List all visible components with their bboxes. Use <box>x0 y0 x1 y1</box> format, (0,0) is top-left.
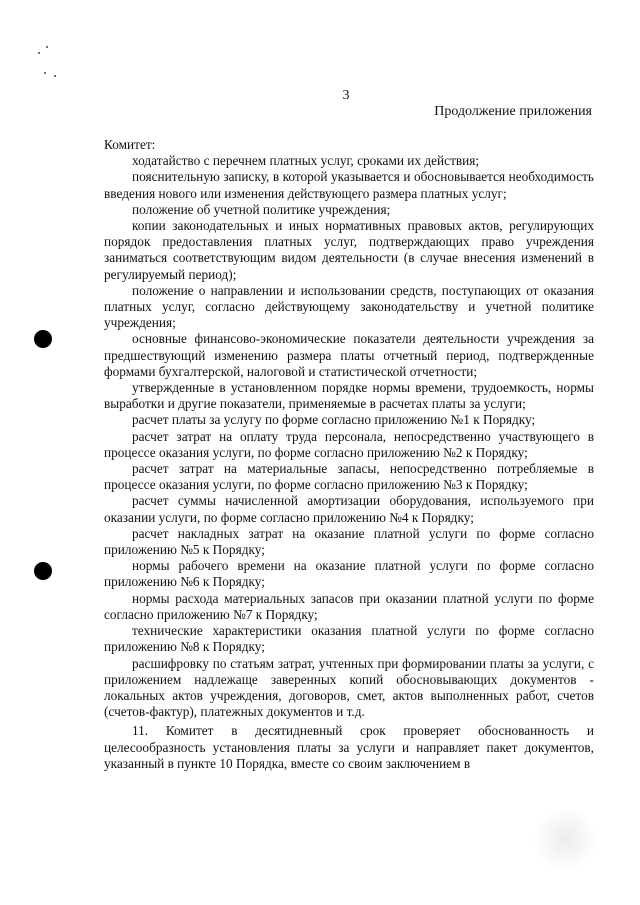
paragraph-numbered: 11. Комитет в десятидневный срок проверяет обоснованность и целесообразность установления платы за услуги и направляет пакет документов, указанный в пункте 10 Порядка, вместе со своим заключением в <box>104 723 594 771</box>
scan-speck <box>38 52 40 54</box>
body-text <box>104 137 594 772</box>
scan-speck <box>46 46 48 48</box>
paragraph: положение о направлении и использовании средств, поступающих от оказания платных услуг, согласно действующему законодательству и учетной политике учреждения; <box>104 282 594 331</box>
continuation-label: Продолжение приложения <box>434 104 592 119</box>
paragraph: расшифровку по статьям затрат, учтенных при формировании платы за услуги, с приложением надлежаще заверенных копий обосновывающих документов - локальных актов учреждения, договоров, смет, актов выполненных работ, счетов (счетов-фактур), платежных документов и т.д. <box>104 655 594 720</box>
paragraph: ходатайство с перечнем платных услуг, сроками их действия; <box>132 153 480 169</box>
punch-hole <box>34 562 52 580</box>
paragraph: расчет накладных затрат на оказание платной услуги по форме согласно приложению №5 к Порядку; <box>104 525 594 558</box>
paragraph: пояснительную записку, в которой указывается и обосновывается необходимость введения нового или изменения действующего размера платных услуг; <box>104 169 594 201</box>
scan-speck <box>54 75 56 77</box>
paragraph: положение об учетной политике учреждения; <box>132 201 391 217</box>
faint-stamp-trace <box>530 809 600 869</box>
paragraph: основные финансово-экономические показатели деятельности учреждения за предшествующий изменению размера платы отчетный период, подтвержденные формами бухгалтерской, налоговой и статистической отчетности; <box>104 331 594 379</box>
punch-hole <box>34 330 52 348</box>
paragraph: расчет затрат на материальные запасы, непосредственно потребляемые в процессе оказания услуги, по форме согласно приложению №3 к Порядку; <box>104 461 594 493</box>
paragraph: нормы рабочего времени на оказание платной услуги по форме согласно приложению №6 к Порядку; <box>104 558 594 590</box>
paragraph: технические характеристики оказания платной услуги по форме согласно приложению №8 к Порядку; <box>104 623 594 655</box>
paragraph: Комитет: <box>104 137 156 152</box>
paragraph: расчет затрат на оплату труда персонала, непосредственно участвующего в процессе оказания услуги, по форме согласно приложению №2 к Порядку; <box>104 428 594 460</box>
paragraph: нормы расхода материальных запасов при оказании платной услуги по форме согласно приложению №7 к Порядку; <box>104 590 594 622</box>
paragraph: копии законодательных и иных нормативных правовых актов, регулирующих порядок предоставления платных услуг, подтверждающих право учреждения заниматься соответствующим видом деятельности (в случае внесения изменений в регулируемый период); <box>104 218 594 282</box>
paragraph: утвержденные в установленном порядке нормы времени, трудоемкость, нормы выработки и другие показатели, применяемые в расчетах платы за услуги; <box>104 380 594 412</box>
page-number: 3 <box>342 88 350 103</box>
paragraph: расчет суммы начисленной амортизации оборудования, используемого при оказании услуги, по форме согласно приложению №4 к Порядку; <box>104 493 594 525</box>
paragraph: расчет платы за услугу по форме согласно приложению №1 к Порядку; <box>132 412 536 428</box>
scan-speck <box>44 72 46 74</box>
